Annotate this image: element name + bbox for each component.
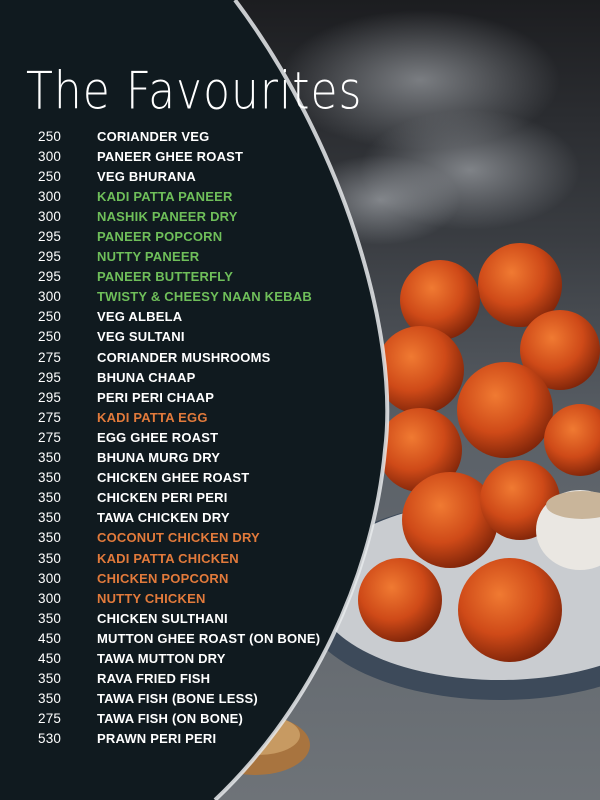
menu-item: [38, 387, 320, 407]
item-price: 350: [38, 610, 62, 626]
menu-item: [38, 488, 320, 508]
menu-item: [38, 287, 320, 307]
item-name: TAWA MUTTON DRY: [97, 650, 226, 666]
menu-item: [38, 146, 320, 166]
item-price: 295: [38, 229, 62, 245]
item-price: 295: [38, 369, 62, 385]
menu-item: [38, 628, 320, 648]
item-price: 350: [38, 671, 62, 687]
item-price: 295: [38, 269, 62, 285]
item-name: VEG BHURANA: [97, 168, 196, 184]
item-name: VEG SULTANI: [97, 329, 185, 345]
item-name: BHUNA CHAAP: [97, 369, 196, 385]
item-price: 350: [38, 450, 62, 466]
menu-item: [38, 407, 320, 427]
item-price: 350: [38, 490, 62, 506]
item-name: CHICKEN GHEE ROAST: [97, 470, 250, 486]
item-price: 530: [38, 731, 62, 747]
item-name: RAVA FRIED FISH: [97, 671, 211, 687]
item-name: KADI PATTA CHICKEN: [97, 550, 239, 566]
item-price: 300: [38, 289, 62, 305]
menu-item: [38, 669, 320, 689]
menu-item: [38, 648, 320, 668]
item-price: 350: [38, 691, 62, 707]
item-name: CORIANDER MUSHROOMS: [97, 349, 271, 365]
menu-item: [38, 448, 320, 468]
item-price: 300: [38, 148, 62, 164]
menu-item: [38, 709, 320, 729]
menu-title: The Favourites: [26, 61, 363, 122]
item-price: 275: [38, 429, 62, 445]
item-name: TAWA FISH (ON BONE): [97, 711, 244, 727]
menu-item: [38, 508, 320, 528]
item-name: PANEER POPCORN: [97, 229, 223, 245]
menu-item: [38, 347, 320, 367]
item-name: CHICKEN SULTHANI: [97, 610, 228, 626]
menu-item: [38, 427, 320, 447]
menu-item: [38, 327, 320, 347]
item-price: 295: [38, 389, 62, 405]
item-name: PANEER GHEE ROAST: [97, 148, 244, 164]
item-name: TAWA CHICKEN DRY: [97, 510, 230, 526]
menu-item: [38, 689, 320, 709]
menu-list: [38, 126, 320, 749]
item-price: 350: [38, 510, 62, 526]
menu-item: [38, 588, 320, 608]
item-name: PANEER BUTTERFLY: [97, 269, 234, 285]
item-price: 250: [38, 128, 62, 144]
item-price: 350: [38, 530, 62, 546]
item-price: 350: [38, 470, 62, 486]
item-price: 300: [38, 208, 62, 224]
menu-item: [38, 247, 320, 267]
item-name: KADI PATTA EGG: [97, 409, 208, 425]
item-price: 275: [38, 711, 62, 727]
menu-item: [38, 226, 320, 246]
item-name: PERI PERI CHAAP: [97, 389, 215, 405]
item-name: BHUNA MURG DRY: [97, 450, 221, 466]
menu-item: [38, 608, 320, 628]
item-name: EGG GHEE ROAST: [97, 429, 219, 445]
item-name: NUTTY CHICKEN: [97, 590, 206, 606]
menu-item: [38, 166, 320, 186]
menu-item: [38, 126, 320, 146]
item-price: 250: [38, 309, 62, 325]
menu-item: [38, 568, 320, 588]
menu-item: [38, 528, 320, 548]
item-price: 450: [38, 630, 62, 646]
menu-item: [38, 729, 320, 749]
item-name: COCONUT CHICKEN DRY: [97, 530, 260, 546]
item-name: CORIANDER VEG: [97, 128, 210, 144]
item-name: PRAWN PERI PERI: [97, 731, 217, 747]
item-price: 295: [38, 249, 62, 265]
item-name: MUTTON GHEE ROAST (ON BONE): [97, 630, 321, 646]
item-name: CHICKEN PERI PERI: [97, 490, 228, 506]
menu-item: [38, 548, 320, 568]
item-price: 250: [38, 168, 62, 184]
item-price: 450: [38, 650, 62, 666]
item-name: TWISTY & CHEESY NAAN KEBAB: [97, 289, 312, 305]
item-price: 300: [38, 188, 62, 204]
item-name: KADI PATTA PANEER: [97, 188, 233, 204]
menu-item: [38, 367, 320, 387]
item-name: VEG ALBELA: [97, 309, 183, 325]
item-price: 300: [38, 590, 62, 606]
item-price: 275: [38, 409, 62, 425]
item-name: TAWA FISH (BONE LESS): [97, 691, 258, 707]
menu-item: [38, 206, 320, 226]
item-price: 275: [38, 349, 62, 365]
item-name: CHICKEN POPCORN: [97, 570, 229, 586]
item-name: NUTTY PANEER: [97, 249, 200, 265]
item-price: 350: [38, 550, 62, 566]
item-name: NASHIK PANEER DRY: [97, 208, 238, 224]
menu-item: [38, 267, 320, 287]
menu-item: [38, 186, 320, 206]
item-price: 250: [38, 329, 62, 345]
item-price: 300: [38, 570, 62, 586]
menu-item: [38, 468, 320, 488]
menu-item: [38, 307, 320, 327]
